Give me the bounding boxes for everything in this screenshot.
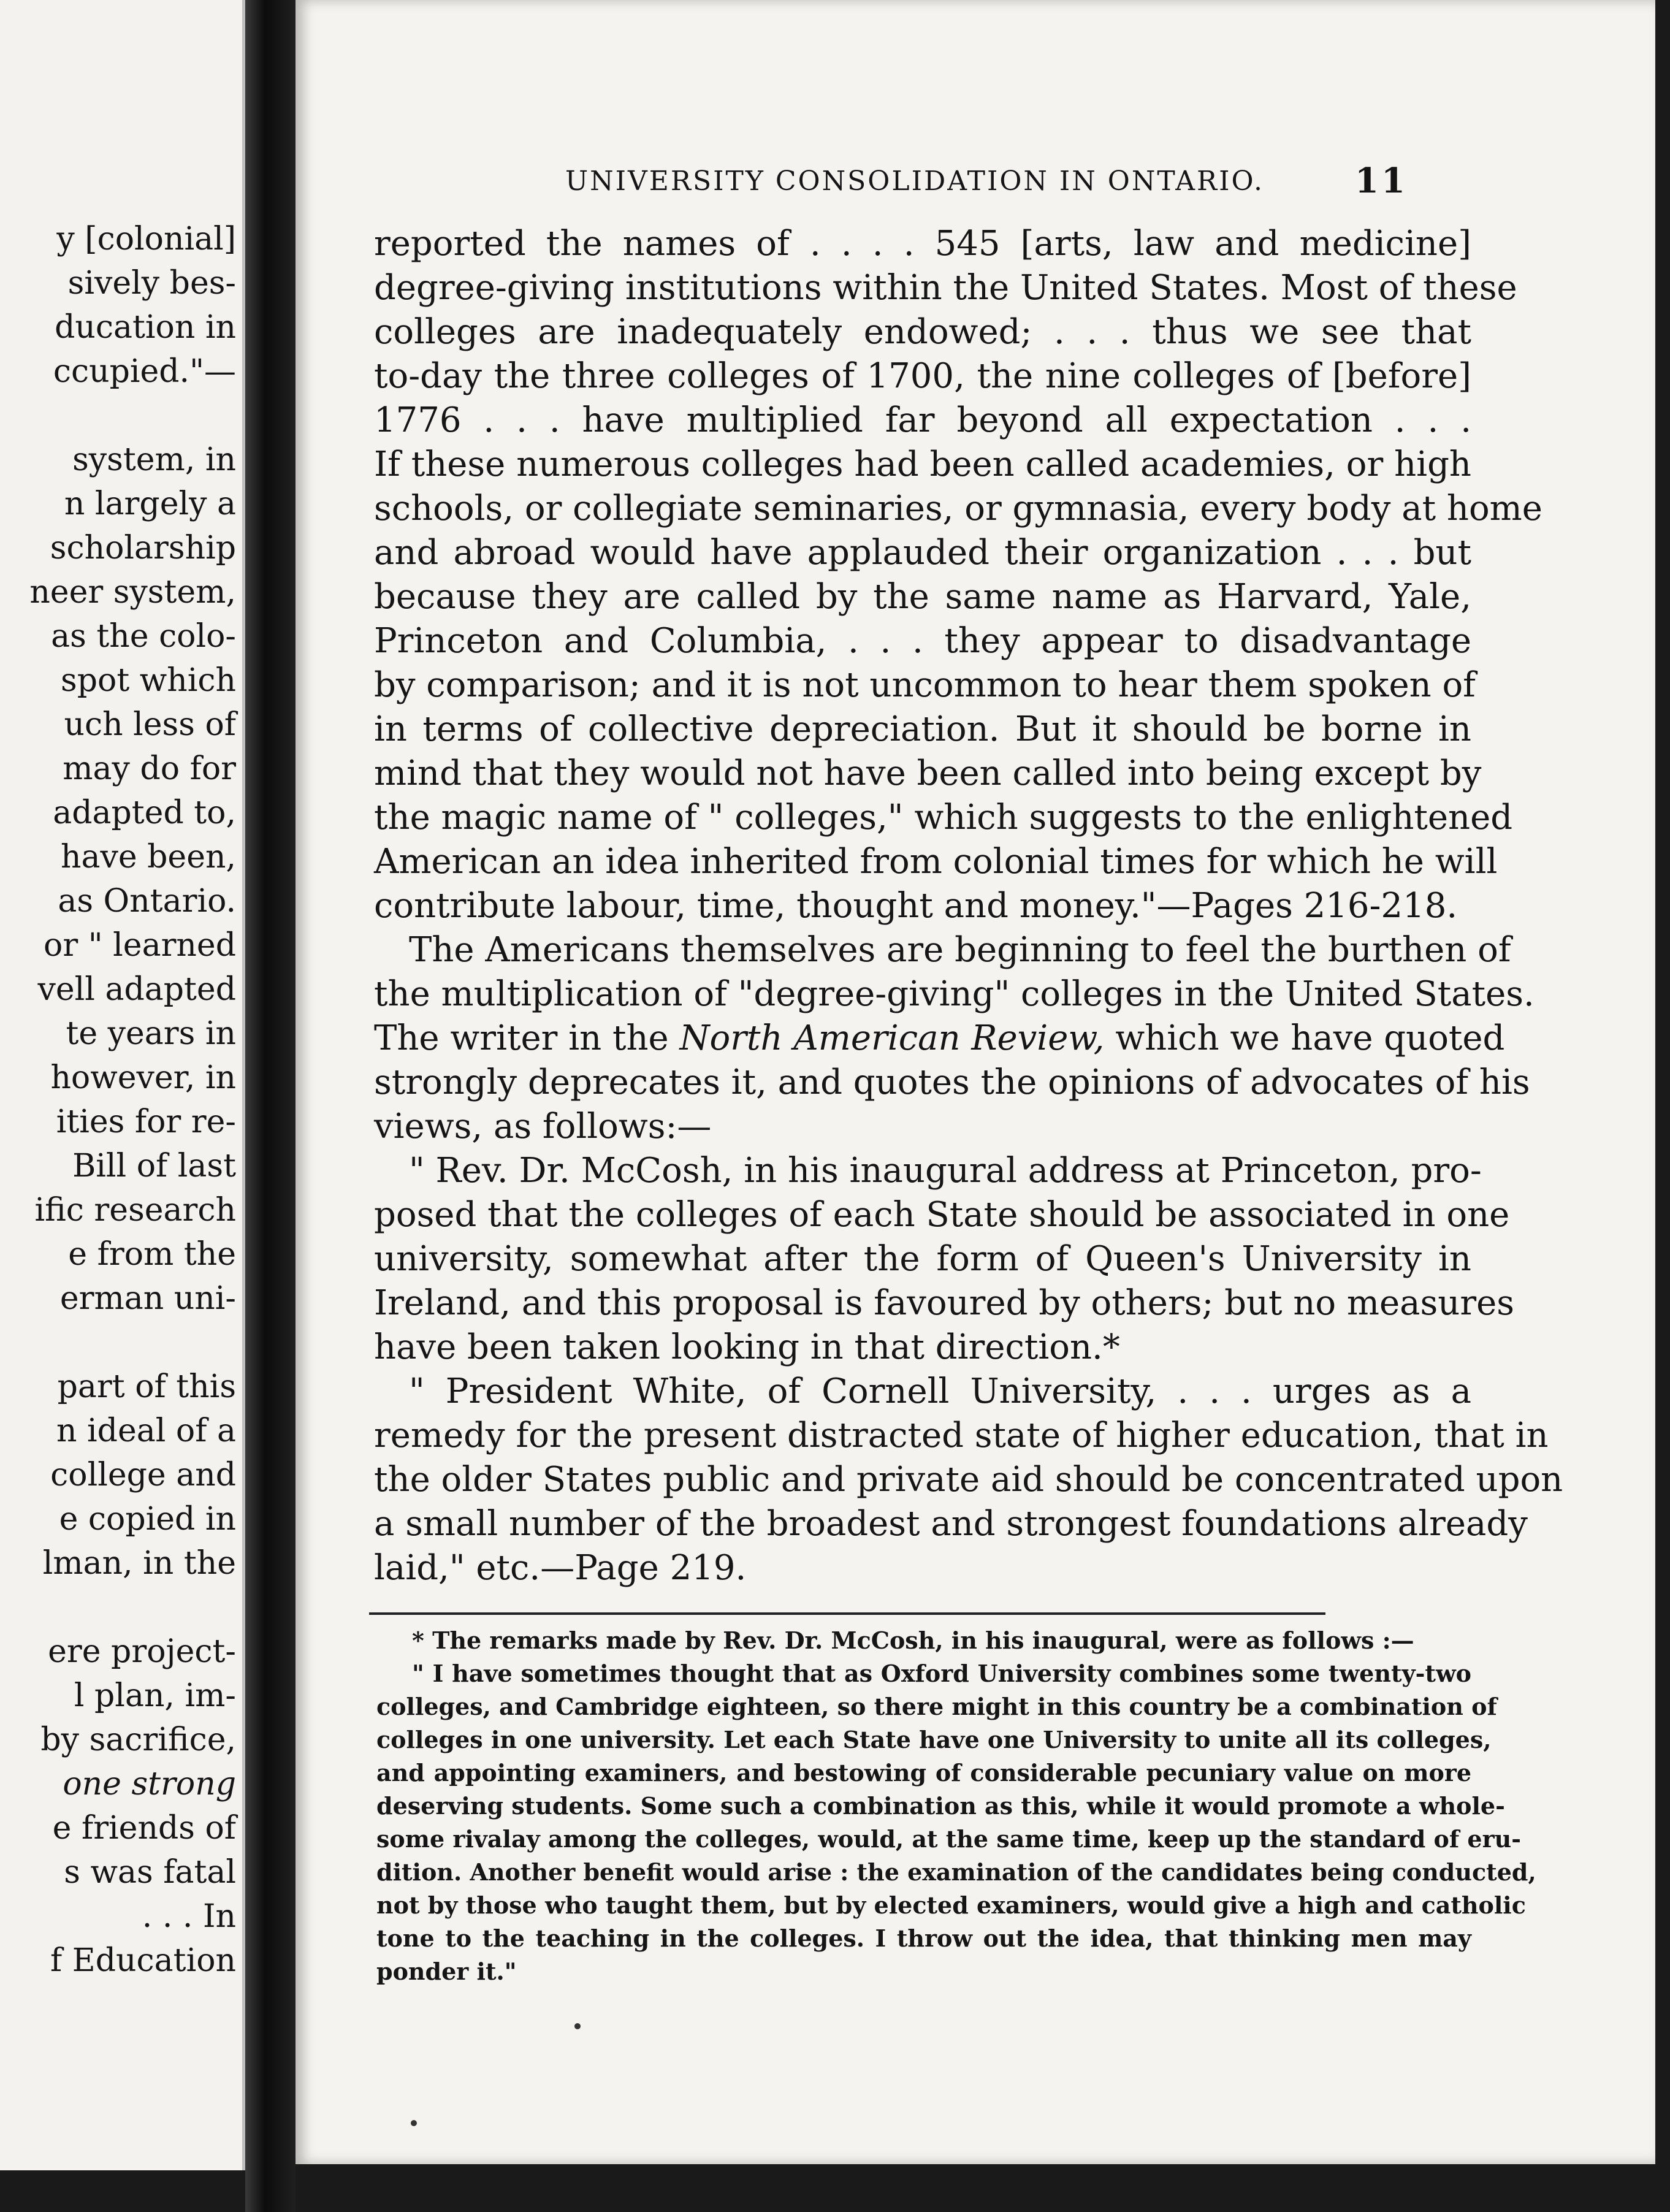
footnote-line: dition. Another benefit would arise : the examination of the candidates being conducted, bbox=[376, 1858, 1536, 1886]
facing-line: ccupied."— bbox=[53, 353, 236, 390]
text-line: reported the names of . . . . 545 [arts, law and medicine] bbox=[374, 224, 1471, 264]
footnote-line: " I have sometimes thought that as Oxford University combines some twenty-two bbox=[412, 1660, 1471, 1687]
footnote-line: not by those who taught them, but by elected examiners, would give a high and catholic bbox=[376, 1891, 1526, 1919]
facing-line: f Education bbox=[50, 1942, 236, 1979]
text-run: which we have quoted bbox=[1115, 1018, 1505, 1058]
text-line: university, somewhat after the form of Queen's University in bbox=[374, 1239, 1471, 1279]
facing-line: neer system, bbox=[29, 574, 236, 611]
text-run: The writer in the bbox=[374, 1018, 669, 1058]
text-line: American an idea inherited from colonial times for which he will bbox=[374, 842, 1498, 882]
facing-line: adapted to, bbox=[53, 795, 236, 831]
text-line: in terms of collective depreciation. But it should be borne in bbox=[374, 709, 1471, 749]
text-line: " President White, of Cornell University, . . . urges as a bbox=[409, 1371, 1471, 1411]
facing-line: one strong bbox=[63, 1766, 236, 1802]
facing-line: Bill of last bbox=[72, 1148, 236, 1184]
footnote-line: * The remarks made by Rev. Dr. McCosh, in his inaugural, were as follows :— bbox=[412, 1627, 1414, 1654]
text-line: the older States public and private aid should be concentrated upon bbox=[374, 1460, 1563, 1500]
facing-line: erman uni- bbox=[59, 1280, 236, 1317]
facing-line: e copied in bbox=[59, 1501, 236, 1538]
facing-line: or " learned bbox=[44, 927, 236, 964]
text-line: strongly deprecates it, and quotes the opinions of advocates of his bbox=[374, 1062, 1530, 1102]
facing-line: uch less of bbox=[64, 706, 236, 743]
text-line: colleges are inadequately endowed; . . . thus we see that bbox=[374, 312, 1471, 352]
text-line: contribute labour, time, thought and money."—Pages 216-218. bbox=[374, 886, 1458, 926]
facing-line: system, in bbox=[72, 441, 236, 478]
text-line: remedy for the present distracted state of higher education, that in bbox=[374, 1416, 1549, 1455]
text-line: to-day the three colleges of 1700, the nine colleges of [before] bbox=[374, 356, 1471, 396]
text-line: posed that the colleges of each State should be associated in one bbox=[374, 1195, 1510, 1235]
main-page bbox=[295, 0, 1655, 2164]
text-line: have been taken looking in that direction.* bbox=[374, 1327, 1120, 1367]
text-line-with-italic bbox=[374, 1018, 1505, 1059]
facing-line: scholarship bbox=[50, 530, 236, 566]
ink-speck bbox=[411, 2120, 417, 2126]
text-line: by comparison; and it is not uncommon to hear them spoken of bbox=[374, 665, 1476, 705]
text-line: degree-giving institutions within the United States. Most of these bbox=[374, 268, 1517, 308]
footnote-line: some rivalay among the colleges, would, at the same time, keep up the standard of eru- bbox=[376, 1825, 1522, 1853]
facing-line: vell adapted bbox=[37, 971, 236, 1008]
text-line: views, as follows:— bbox=[374, 1107, 712, 1146]
text-line: a small number of the broadest and strongest foundations already bbox=[374, 1504, 1528, 1544]
text-line: the multiplication of "degree-giving" colleges in the United States. bbox=[374, 974, 1535, 1014]
footnote-line: deserving students. Some such a combination as this, while it would promote a whole- bbox=[376, 1792, 1505, 1820]
facing-line: part of this bbox=[57, 1368, 236, 1405]
ink-speck bbox=[574, 2023, 581, 2029]
facing-line: ere project- bbox=[48, 1633, 236, 1670]
facing-line: s was fatal bbox=[64, 1854, 236, 1891]
footnote-line: and appointing examiners, and bestowing of considerable pecuniary value on more bbox=[376, 1759, 1471, 1787]
text-line: schools, or collegiate seminaries, or gymnasia, every body at home bbox=[374, 489, 1542, 528]
facing-line: e friends of bbox=[52, 1810, 236, 1847]
facing-line: college and bbox=[50, 1457, 236, 1493]
facing-line: e from the bbox=[68, 1236, 236, 1273]
text-line: " Rev. Dr. McCosh, in his inaugural address at Princeton, pro- bbox=[409, 1151, 1482, 1191]
facing-line: n largely a bbox=[64, 486, 236, 522]
text-line: If these numerous colleges had been called academies, or high bbox=[374, 444, 1471, 484]
facing-line: ducation in bbox=[55, 309, 236, 346]
facing-line: have been, bbox=[60, 839, 236, 875]
text-line: mind that they would not have been called into being except by bbox=[374, 753, 1482, 793]
text-line: The Americans themselves are beginning to feel the burthen of bbox=[409, 930, 1511, 970]
facing-line: as Ontario. bbox=[58, 883, 236, 920]
book-gutter bbox=[245, 0, 295, 2212]
facing-line: lman, in the bbox=[42, 1545, 236, 1582]
footnote-rule bbox=[369, 1612, 1325, 1615]
facing-line: y [colonial] bbox=[56, 221, 236, 257]
running-title: UNIVERSITY CONSOLIDATION IN ONTARIO. bbox=[565, 166, 1265, 197]
text-line: 1776 . . . have multiplied far beyond all expectation . . . bbox=[374, 400, 1471, 440]
facing-line: by sacrifice, bbox=[40, 1722, 236, 1758]
facing-line: n ideal of a bbox=[56, 1413, 236, 1449]
text-line: Ireland, and this proposal is favoured by others; but no measures bbox=[374, 1283, 1515, 1323]
footnote-line: tone to the teaching in the colleges. I throw out the idea, that thinking men may bbox=[376, 1924, 1471, 1952]
facing-line: as the colo- bbox=[51, 618, 236, 655]
text-line: the magic name of " colleges," which suggests to the enlightened bbox=[374, 798, 1513, 837]
facing-line: te years in bbox=[66, 1015, 236, 1052]
facing-line: sively bes- bbox=[67, 265, 236, 302]
facing-line: ities for re- bbox=[56, 1104, 236, 1140]
footnote-line: colleges, and Cambridge eighteen, so there might in this country be a combination of bbox=[376, 1693, 1497, 1720]
text-line: laid," etc.—Page 219. bbox=[374, 1548, 747, 1588]
footnote-line: ponder it." bbox=[376, 1958, 517, 1985]
footnote-line: colleges in one university. Let each State have one University to unite all its colleges, bbox=[376, 1726, 1492, 1753]
facing-line: . . . In bbox=[142, 1898, 236, 1935]
page-number: 11 bbox=[1355, 161, 1408, 201]
facing-line: however, in bbox=[50, 1059, 236, 1096]
facing-page bbox=[0, 0, 242, 2170]
text-line: and abroad would have applauded their organization . . . but bbox=[374, 533, 1471, 573]
journal-title: North American Review, bbox=[679, 1018, 1105, 1058]
text-line: because they are called by the same name as Harvard, Yale, bbox=[374, 577, 1471, 617]
facing-line: ific research bbox=[34, 1192, 236, 1229]
facing-line: may do for bbox=[63, 750, 236, 787]
text-line: Princeton and Columbia, . . . they appear to disadvantage bbox=[374, 621, 1471, 661]
facing-line: spot which bbox=[61, 662, 236, 699]
facing-line: l plan, im- bbox=[74, 1677, 236, 1714]
